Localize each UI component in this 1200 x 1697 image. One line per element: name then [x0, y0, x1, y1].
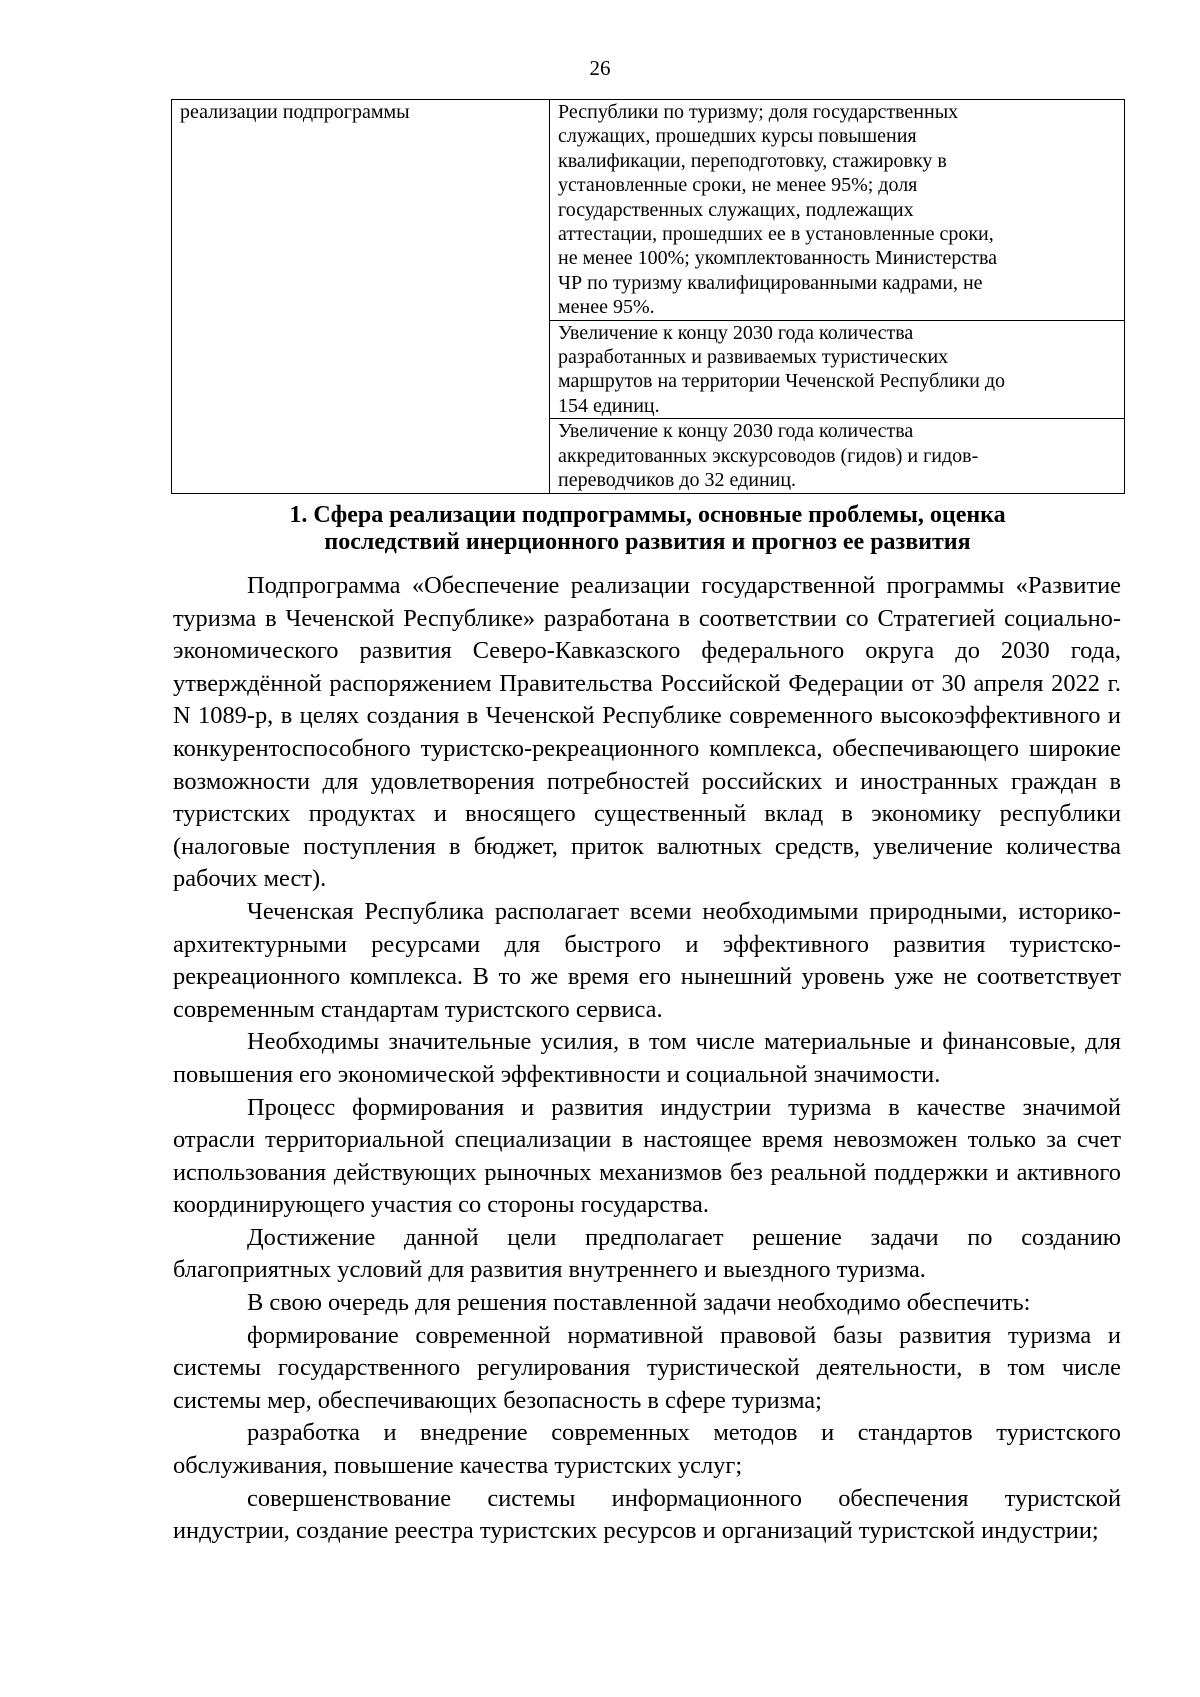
- table-cell-value: Увеличение к концу 2030 года количества аккредитованных экскурсоводов (гидов) и гидов- переводчиков до 32 единиц.: [550, 419, 1125, 493]
- paragraph: Чеченская Республика располагает всеми необходимыми природными, историко-архитектурными ресурсами для быстрого и эффективного развития туристско-рекреационного комплекса. В то же время его нынешний уровень уже не соответствует современным стандартам туристского сервиса.: [173, 897, 1121, 1023]
- page-number: 26: [589, 56, 611, 80]
- section-title: 1. Сфера реализации подпрограммы, основные проблемы, оценка последствий инерционного развития и прогноз ее развития: [289, 502, 1006, 555]
- paragraph: Достижение данной цели предполагает решение задачи по созданию благоприятных условий для развития внутреннего и выездного туризма.: [173, 1223, 1121, 1284]
- paragraph: В свою очередь для решения поставленной задачи необходимо обеспечить:: [247, 1289, 1031, 1317]
- paragraph: формирование современной нормативной правовой базы развития туризма и системы государственного регулирования туристической деятельности, в том числе системы мер, обеспечивающих безопасность в сфере туризма;: [173, 1321, 1121, 1414]
- paragraph: Процесс формирования и развития индустрии туризма в качестве значимой отрасли территориальной специализации в настоящее время невозможен только за счет использования действующих рыночных механизмов без реальной поддержки и активного координирующего участия со стороны государства.: [173, 1093, 1121, 1219]
- paragraph: разработка и внедрение современных методов и стандартов туристского обслуживания, повышение качества туристских услуг;: [173, 1419, 1121, 1480]
- table-cell-label: реализации подпрограммы: [172, 100, 550, 494]
- paragraph: Подпрограмма «Обеспечение реализации государственной программы «Развитие туризма в Чеченской Республике» разработана в соответствии со Стратегией социально-экономического развития Северо-Кавказского федерального округа до 2030 года, утверждённой распоряжением Правительства Российской Федерации от 30 апреля 2022 г. N 1089-р, в целях создания в Чеченской Республике современного высокоэффективного и конкурентоспособного туристско-рекреационного комплекса, обеспечивающего широкие возможности для удовлетворения потребностей российских и иностранных граждан в туристских продуктах и вносящего существенный вклад в экономику республики (налоговые поступления в бюджет, приток валютных средств, увеличение количества рабочих мест).: [173, 572, 1121, 893]
- body-text: [173, 570, 1121, 1548]
- paragraph: совершенствование системы информационного обеспечения туристской индустрии, создание реестра туристских ресурсов и организаций туристской индустрии;: [173, 1484, 1121, 1545]
- table-row: [172, 100, 1125, 321]
- table-cell-value: Увеличение к концу 2030 года количества разработанных и развиваемых туристических маршрутов на территории Чеченской Республики до 154 единиц.: [550, 320, 1125, 419]
- table-cell-value: Республики по туризму; доля государственных служащих, прошедших курсы повышения квалификации, переподготовку, стажировку в установленные сроки, не менее 95%; доля государственных служащих, подлежащих аттестации, прошедших ее в установленные сроки, не менее 100%; укомплектованность Министерства ЧР по туризму квалифицированными кадрами, не менее 95%.: [550, 100, 1125, 321]
- indicators-table: [171, 99, 1125, 494]
- paragraph: Необходимы значительные усилия, в том числе материальные и финансовые, для повышения его экономической эффективности и социальной значимости.: [173, 1028, 1121, 1088]
